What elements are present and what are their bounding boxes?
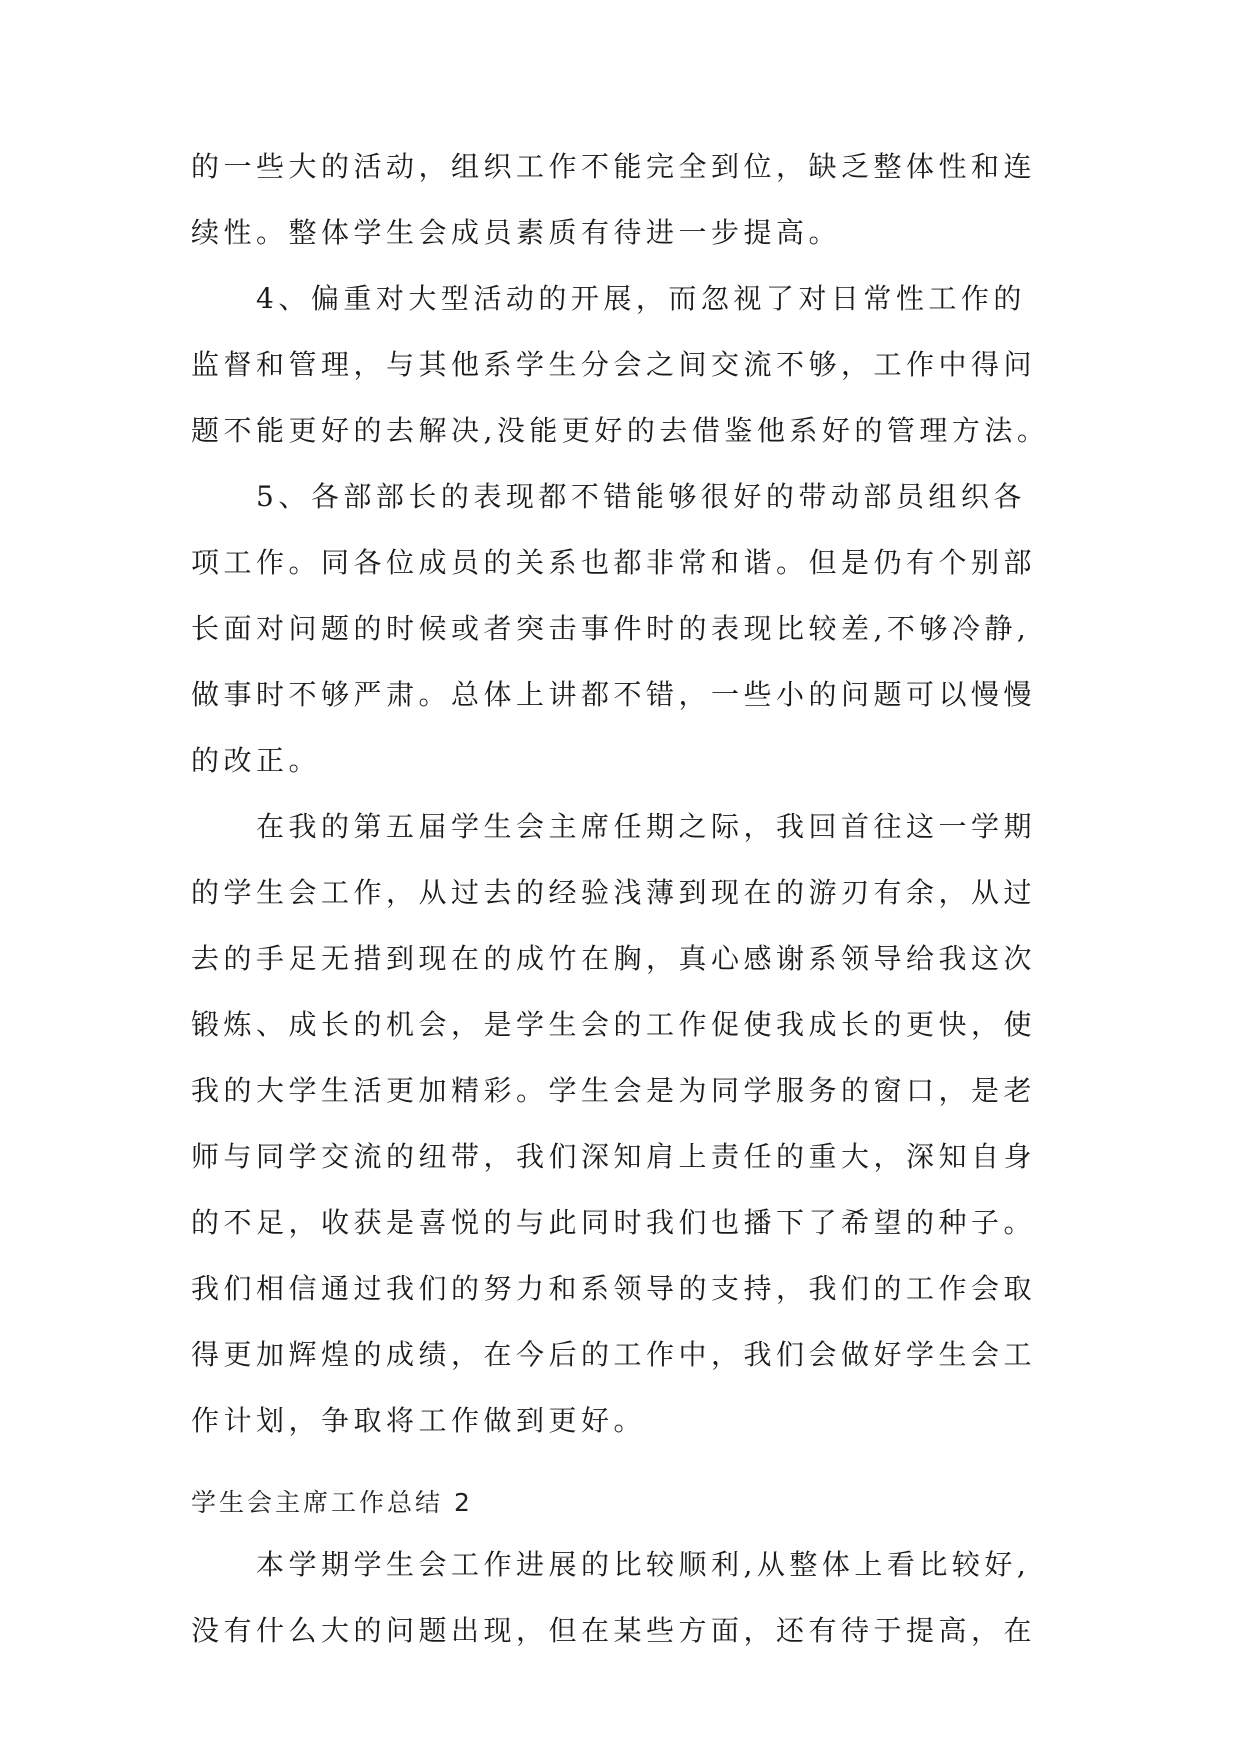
text-line: 的一些大的活动，组织工作不能完全到位，缺乏整体性和连 bbox=[191, 150, 1037, 183]
text-line: 去的手足无措到现在的成竹在胸，真心感谢系领导给我这次 bbox=[191, 942, 1037, 975]
text-line: 本学期学生会工作进展的比较顺利,从整体上看比较好, bbox=[256, 1548, 1031, 1581]
text-line: 4、偏重对大型活动的开展，而忽视了对日常性工作的 bbox=[256, 282, 1026, 315]
text-line: 续性。整体学生会成员素质有待进一步提高。 bbox=[191, 216, 842, 249]
section-heading: 学生会主席工作总结 2 bbox=[191, 1488, 473, 1517]
text-line: 长面对问题的时候或者突击事件时的表现比较差,不够冷静, bbox=[191, 612, 1031, 645]
text-line: 锻炼、成长的机会，是学生会的工作促使我成长的更快，使 bbox=[191, 1008, 1037, 1041]
text-line: 的改正。 bbox=[191, 744, 322, 777]
text-line: 的不足，收获是喜悦的与此同时我们也播下了希望的种子。 bbox=[191, 1206, 1037, 1239]
text-line: 我们相信通过我们的努力和系领导的支持，我们的工作会取 bbox=[191, 1272, 1037, 1305]
text-line: 在我的第五届学生会主席任期之际，我回首往这一学期 bbox=[256, 810, 1037, 843]
text-line: 我的大学生活更加精彩。学生会是为同学服务的窗口，是老 bbox=[191, 1074, 1037, 1107]
text-line: 作计划，争取将工作做到更好。 bbox=[191, 1404, 647, 1437]
text-line: 得更加辉煌的成绩，在今后的工作中，我们会做好学生会工 bbox=[191, 1338, 1037, 1371]
text-line: 5、各部部长的表现都不错能够很好的带动部员组织各 bbox=[256, 480, 1026, 513]
text-line: 没有什么大的问题出现，但在某些方面，还有待于提高，在 bbox=[191, 1614, 1037, 1647]
text-line: 题不能更好的去解决,没能更好的去借鉴他系好的管理方法。 bbox=[191, 414, 1050, 447]
text-line: 监督和管理，与其他系学生分会之间交流不够，工作中得问 bbox=[191, 348, 1037, 381]
text-line: 做事时不够严肃。总体上讲都不错，一些小的问题可以慢慢 bbox=[191, 678, 1037, 711]
text-line: 项工作。同各位成员的关系也都非常和谐。但是仍有个别部 bbox=[191, 546, 1037, 579]
text-line: 师与同学交流的纽带，我们深知肩上责任的重大，深知自身 bbox=[191, 1140, 1037, 1173]
text-line: 的学生会工作，从过去的经验浅薄到现在的游刃有余，从过 bbox=[191, 876, 1037, 909]
